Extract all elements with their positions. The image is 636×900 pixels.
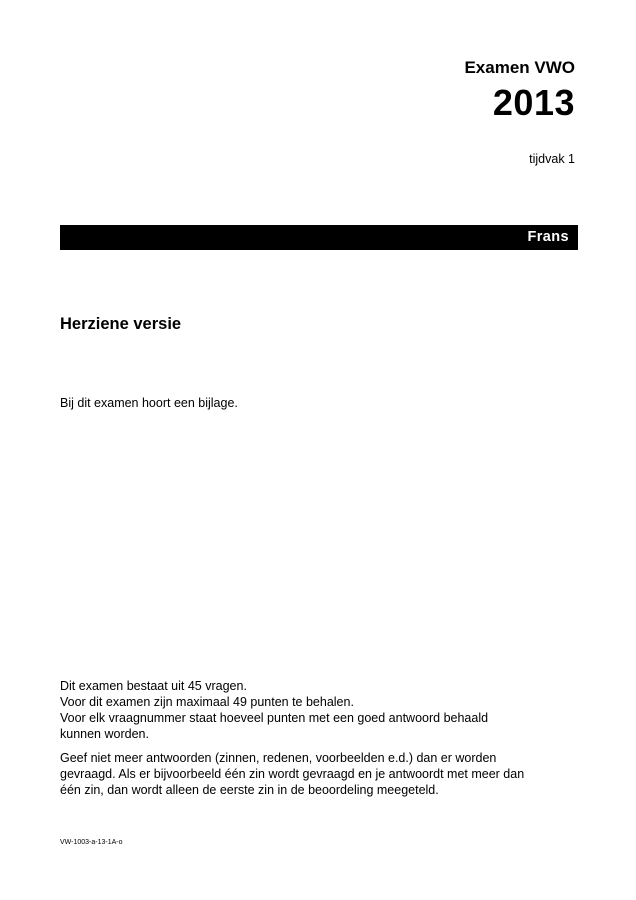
appendix-note: Bij dit examen hoort een bijlage. [60,396,238,410]
instruction-line: één zin, dan wordt alleen de eerste zin in de beoordeling meegeteld. [60,783,439,797]
subject-bar [60,225,578,250]
exam-period: tijdvak 1 [529,152,575,166]
instruction-line: Voor elk vraagnummer staat hoeveel punten met een goed antwoord behaald [60,711,489,725]
exam-title: Examen VWO [464,58,575,77]
instruction-line: Voor dit examen zijn maximaal 49 punten te behalen. [60,695,354,709]
instruction-line: kunnen worden. [60,727,149,741]
exam-year: 2013 [492,82,575,123]
subject-label: Frans [527,229,569,245]
instruction-line: Geef niet meer antwoorden (zinnen, redenen, voorbeelden e.d.) dan er worden [60,751,497,765]
instruction-line: gevraagd. Als er bijvoorbeeld één zin wordt gevraagd en je antwoordt met meer dan [60,767,525,781]
version-heading: Herziene versie [60,315,182,333]
document-code: VW-1003-a-13-1A-o [60,839,123,846]
paragraph-spacer [60,742,580,750]
exam-instructions [60,678,580,798]
instruction-line: Dit examen bestaat uit 45 vragen. [60,679,247,693]
